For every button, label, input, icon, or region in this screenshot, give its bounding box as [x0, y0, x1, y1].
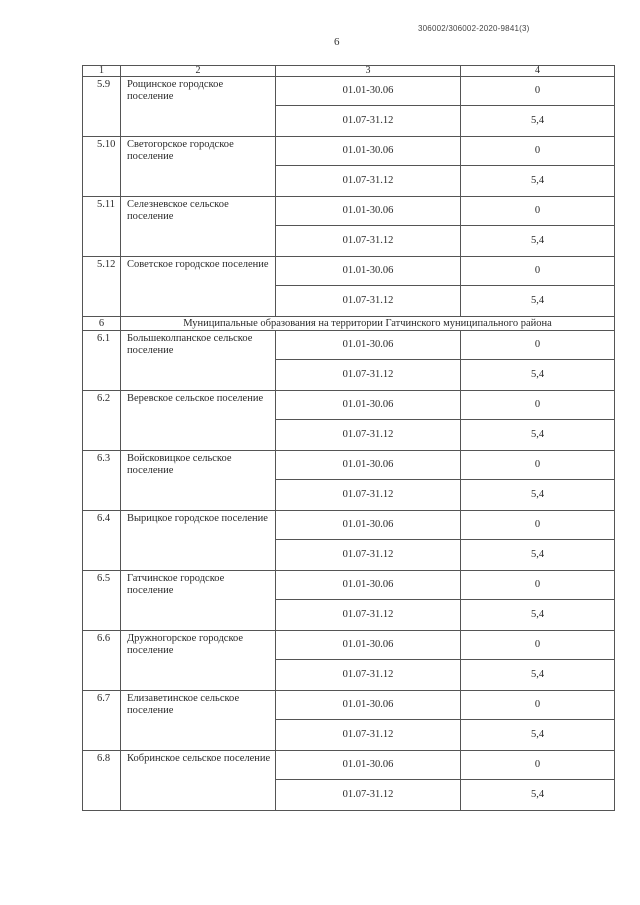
table-row	[83, 631, 615, 660]
period-cell: 01.01-30.06	[276, 331, 461, 360]
value-cell: 5,4	[461, 600, 615, 631]
settlement-name: Дружногорское городское поселение	[121, 631, 276, 691]
value-cell: 5,4	[461, 286, 615, 317]
column-header: 3	[276, 66, 461, 77]
row-number: 6.7	[83, 691, 121, 751]
table-row	[83, 257, 615, 286]
value-cell: 0	[461, 137, 615, 166]
row-number: 6.5	[83, 571, 121, 631]
value-cell: 5,4	[461, 106, 615, 137]
section-row	[83, 317, 615, 331]
table-row	[83, 451, 615, 480]
value-cell: 0	[461, 691, 615, 720]
period-cell: 01.07-31.12	[276, 360, 461, 391]
period-cell: 01.01-30.06	[276, 257, 461, 286]
value-cell: 0	[461, 751, 615, 780]
period-cell: 01.01-30.06	[276, 751, 461, 780]
settlement-name: Веревское сельское поселение	[121, 391, 276, 451]
value-cell: 0	[461, 197, 615, 226]
value-cell: 5,4	[461, 780, 615, 811]
value-cell: 0	[461, 511, 615, 540]
row-number: 5.10	[83, 137, 121, 197]
row-number: 5.9	[83, 77, 121, 137]
row-number: 6.8	[83, 751, 121, 811]
period-cell: 01.07-31.12	[276, 660, 461, 691]
tariff-table	[82, 65, 615, 811]
period-cell: 01.01-30.06	[276, 571, 461, 600]
value-cell: 0	[461, 257, 615, 286]
period-cell: 01.01-30.06	[276, 137, 461, 166]
value-cell: 5,4	[461, 540, 615, 571]
period-cell: 01.07-31.12	[276, 600, 461, 631]
column-header: 4	[461, 66, 615, 77]
value-cell: 5,4	[461, 166, 615, 197]
period-cell: 01.07-31.12	[276, 480, 461, 511]
row-number: 6.3	[83, 451, 121, 511]
row-number: 5.12	[83, 257, 121, 317]
value-cell: 5,4	[461, 480, 615, 511]
document-code: 306002/306002-2020-9841(3)	[418, 24, 530, 33]
table-row	[83, 571, 615, 600]
period-cell: 01.01-30.06	[276, 451, 461, 480]
value-cell: 5,4	[461, 226, 615, 257]
value-cell: 5,4	[461, 720, 615, 751]
column-header: 2	[121, 66, 276, 77]
table-row	[83, 331, 615, 360]
value-cell: 0	[461, 451, 615, 480]
row-number: 6.1	[83, 331, 121, 391]
settlement-name: Елизаветинское сельское поселение	[121, 691, 276, 751]
period-cell: 01.01-30.06	[276, 691, 461, 720]
value-cell: 0	[461, 391, 615, 420]
settlement-name: Войсковицкое сельское поселение	[121, 451, 276, 511]
row-number: 6.4	[83, 511, 121, 571]
period-cell: 01.01-30.06	[276, 77, 461, 106]
table-row	[83, 197, 615, 226]
value-cell: 0	[461, 571, 615, 600]
period-cell: 01.07-31.12	[276, 420, 461, 451]
page-number: 6	[334, 36, 340, 48]
period-cell: 01.01-30.06	[276, 197, 461, 226]
row-number: 6.2	[83, 391, 121, 451]
period-cell: 01.07-31.12	[276, 106, 461, 137]
table-row	[83, 751, 615, 780]
period-cell: 01.01-30.06	[276, 631, 461, 660]
table-row	[83, 691, 615, 720]
period-cell: 01.07-31.12	[276, 286, 461, 317]
column-header-row	[83, 66, 615, 77]
value-cell: 5,4	[461, 420, 615, 451]
period-cell: 01.07-31.12	[276, 720, 461, 751]
period-cell: 01.07-31.12	[276, 780, 461, 811]
value-cell: 0	[461, 631, 615, 660]
period-cell: 01.07-31.12	[276, 166, 461, 197]
settlement-name: Рощинское городское поселение	[121, 77, 276, 137]
settlement-name: Селезневское сельское поселение	[121, 197, 276, 257]
row-number: 6.6	[83, 631, 121, 691]
row-number: 5.11	[83, 197, 121, 257]
table-row	[83, 511, 615, 540]
column-header: 1	[83, 66, 121, 77]
table-row	[83, 137, 615, 166]
settlement-name: Большеколпанское сельское поселение	[121, 331, 276, 391]
table-row	[83, 77, 615, 106]
section-title: Муниципальные образования на территории Гатчинского муниципального района	[121, 317, 615, 331]
period-cell: 01.07-31.12	[276, 540, 461, 571]
value-cell: 0	[461, 77, 615, 106]
settlement-name: Кобринское сельское поселение	[121, 751, 276, 811]
settlement-name: Светогорское городское поселение	[121, 137, 276, 197]
section-number: 6	[83, 317, 121, 331]
value-cell: 5,4	[461, 360, 615, 391]
settlement-name: Советское городское поселение	[121, 257, 276, 317]
period-cell: 01.01-30.06	[276, 511, 461, 540]
settlement-name: Гатчинское городское поселение	[121, 571, 276, 631]
period-cell: 01.01-30.06	[276, 391, 461, 420]
period-cell: 01.07-31.12	[276, 226, 461, 257]
value-cell: 5,4	[461, 660, 615, 691]
value-cell: 0	[461, 331, 615, 360]
settlement-name: Вырицкое городское поселение	[121, 511, 276, 571]
table-row	[83, 391, 615, 420]
